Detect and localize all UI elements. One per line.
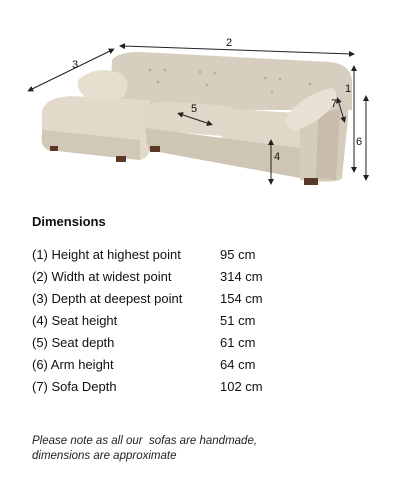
dimension-label: (6) Arm height (32, 356, 114, 372)
dimension-row (32, 331, 332, 353)
dimension-value: 95 cm (220, 246, 256, 262)
dimension-value: 314 cm (220, 268, 263, 284)
dimension-row (32, 309, 332, 331)
marker-7: 7 (331, 98, 338, 110)
dimension-label: (3) Depth at deepest point (32, 290, 183, 306)
dimension-value: 154 cm (220, 290, 263, 306)
dimension-label: (7) Sofa Depth (32, 378, 117, 394)
dimension-value: 64 cm (220, 356, 256, 372)
dimension-row (32, 375, 332, 397)
disclaimer-line-2: dimensions are approximate (32, 450, 177, 462)
marker-6: 6 (356, 136, 363, 148)
marker-5: 5 (191, 103, 198, 115)
dimension-value: 61 cm (220, 334, 256, 350)
dimension-row (32, 353, 332, 375)
dimension-label: (5) Seat depth (32, 334, 115, 350)
sofa-dimension-diagram (0, 0, 400, 200)
marker-3: 3 (72, 59, 79, 71)
dimension-label: (1) Height at highest point (32, 246, 181, 262)
sofa-illustration (42, 52, 352, 185)
marker-1: 1 (345, 83, 352, 95)
dimensions-table (32, 243, 332, 397)
disclaimer-line-1: Please note as all our sofas are handmade, (32, 435, 258, 447)
dimension-label: (2) Width at widest point (32, 268, 172, 284)
dimension-value: 102 cm (220, 378, 263, 394)
dimension-row (32, 287, 332, 309)
marker-2: 2 (226, 37, 233, 49)
dimension-row (32, 243, 332, 265)
dimension-label: (4) Seat height (32, 312, 118, 328)
dimension-row (32, 265, 332, 287)
marker-4: 4 (274, 151, 281, 163)
handmade-disclaimer (32, 434, 352, 464)
dimensions-heading: Dimensions (32, 214, 106, 229)
dimension-value: 51 cm (220, 312, 256, 328)
